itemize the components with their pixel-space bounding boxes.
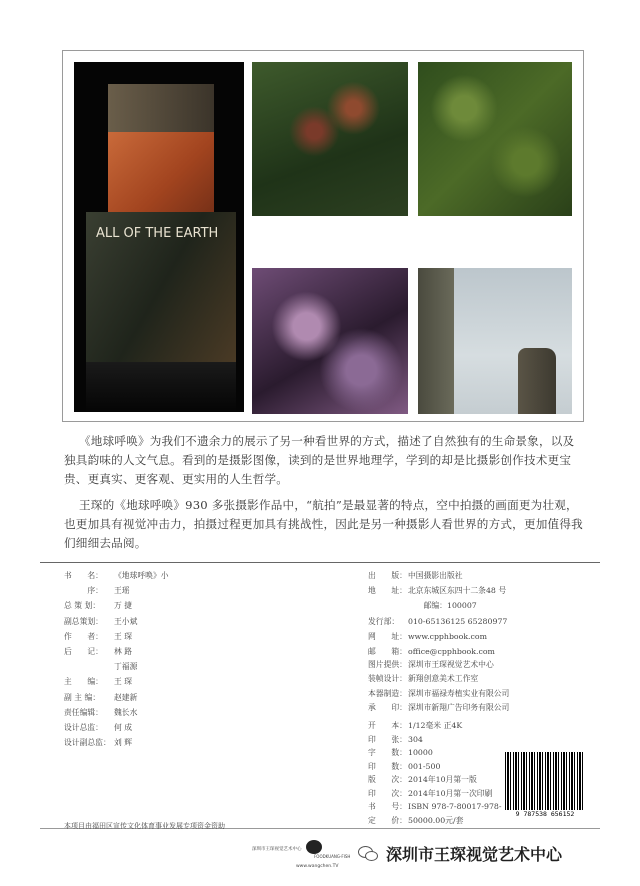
row-label: 图片提供： xyxy=(368,660,407,669)
row-label: 设计副总监： xyxy=(64,738,111,748)
row-label: 发行部： xyxy=(368,616,400,626)
row-label: 网 址： xyxy=(368,631,407,641)
row-label: 字 数： xyxy=(368,748,407,757)
row-label: 作 者： xyxy=(64,631,103,641)
row-value: 赵建新 xyxy=(114,692,138,702)
row-label: 副总策划： xyxy=(64,616,103,626)
row-value: 万 捷 xyxy=(114,601,133,611)
credits-right-row xyxy=(368,616,507,627)
row-label: 印 次： xyxy=(368,788,407,798)
forest-aerial-photo xyxy=(418,62,572,216)
logo-url: www.wangchen.TV xyxy=(296,864,339,869)
row-label: 主 编： xyxy=(64,677,103,687)
row-label: 本器制造： xyxy=(368,688,407,698)
row-value: 王小斌 xyxy=(114,616,138,626)
misty-rocks-photo xyxy=(418,268,572,414)
credits-left-row xyxy=(64,570,169,581)
row-value: 王 琛 xyxy=(114,631,133,641)
row-value: 林 路 xyxy=(114,647,133,656)
row-value: ISBN 978-7-80017-978- xyxy=(408,802,502,811)
row-value: 《地球呼唤》小 xyxy=(114,571,169,580)
specs-row xyxy=(368,747,433,758)
row-value: 魏长水 xyxy=(114,707,138,717)
row-label: 版 次： xyxy=(368,775,407,784)
row-label: 出 版： xyxy=(368,571,407,580)
credits-left-row xyxy=(64,585,130,596)
description-paragraph-2: 王琛的《地球呼唤》930 多张摄影作品中，“航拍”是最显著的特点，空中拍摄的画面更为壮观，也更加具有视觉冲击力，拍摄过程更加具有挑战性，因此是另一种摄影人看世界的方式，更加值得我们细细去品阅。 xyxy=(64,498,583,550)
row-label: 承 印： xyxy=(368,703,407,713)
row-label: 序： xyxy=(64,586,103,596)
row-label: 装帧设计： xyxy=(368,674,407,684)
row-value: 丁福源 xyxy=(114,662,138,672)
credits-left-row xyxy=(64,646,132,657)
row-value: 50000.00元/套 xyxy=(408,815,464,825)
row-value: 2014年10月第一次印刷 xyxy=(408,788,493,798)
row-value: 001-500 xyxy=(408,761,441,771)
credits-left-row xyxy=(64,600,132,611)
row-value: 深圳市福禄寿植实业有限公司 xyxy=(408,688,510,698)
row-value: 王瑶 xyxy=(114,586,130,596)
credits-left-row xyxy=(64,676,132,687)
rock-pillar xyxy=(518,348,556,414)
production-row xyxy=(368,702,509,713)
credits-right-row xyxy=(368,600,477,611)
production-row xyxy=(368,673,478,684)
credits-left-row xyxy=(64,616,137,627)
row-value: 10000 xyxy=(408,748,433,757)
row-label: 副 主 编： xyxy=(64,692,101,702)
credits-left-row xyxy=(64,661,137,672)
row-value: 深圳市王琛视觉艺术中心 xyxy=(408,660,494,669)
specs-row xyxy=(368,761,440,772)
specs-row xyxy=(368,774,477,785)
row-value: 1/12毫米 正4K xyxy=(408,721,463,730)
specs-row xyxy=(368,788,492,799)
production-row xyxy=(368,659,494,670)
credits-right-row xyxy=(368,570,463,581)
row-value: 邮编：100007 xyxy=(408,601,477,611)
row-label: 地 址： xyxy=(368,586,407,596)
funding-note: 本项目由福田区宣传文化体育事业发展专项资金资助 xyxy=(64,822,225,830)
cube-reflection xyxy=(86,362,236,412)
book-cube-photo xyxy=(74,62,244,412)
row-value: 北京东城区东四十二条48 号 xyxy=(408,586,507,596)
specs-row xyxy=(368,801,502,812)
credits-right-row xyxy=(368,646,495,657)
logo-mark-text: FOODKUANG-FISH xyxy=(314,854,351,859)
row-label: 后 记： xyxy=(64,647,103,656)
credits-right-row xyxy=(368,585,506,596)
flowering-tree-photo xyxy=(252,62,408,216)
fish-logo-icon xyxy=(306,840,322,854)
row-value: 304 xyxy=(408,734,423,744)
row-label: 设计总监： xyxy=(64,723,103,732)
row-label: 书 名： xyxy=(64,571,103,580)
row-label: 总 策 划： xyxy=(64,601,101,611)
row-value: 王 琛 xyxy=(114,677,133,687)
publisher-logos xyxy=(252,838,352,878)
isbn-barcode xyxy=(505,752,585,814)
credits-left-row xyxy=(64,631,132,642)
watermark-text: 深圳市王琛视觉艺术中心 xyxy=(386,844,563,864)
row-label: 开 本： xyxy=(368,721,407,730)
row-label: 定 价： xyxy=(368,815,407,825)
row-value: 010-65136125 65280977 xyxy=(408,616,508,626)
row-value: 2014年10月第一版 xyxy=(408,775,477,784)
divider-top xyxy=(40,562,600,563)
specs-row xyxy=(368,815,463,826)
row-label: 印 张： xyxy=(368,734,407,744)
row-value: 深圳市新翔广告印务有限公司 xyxy=(408,703,510,713)
wechat-watermark xyxy=(358,838,562,868)
description-paragraph-1: 《地球呼唤》为我们不遗余力的展示了另一种看世界的方式，描述了自然独有的生命景象，以及独具韵味的人文气息。看到的是摄影图像，读到的是世界地理学，学到的却是比摄影创作技术更宝贵、更真实、更客观、更实用的人生哲学。 xyxy=(64,434,575,486)
credits-left-row xyxy=(64,722,132,733)
row-label: 邮 箱： xyxy=(368,647,407,656)
row-label: 印 数： xyxy=(368,761,407,771)
row-label: 书 号： xyxy=(368,802,407,811)
credits-left-row xyxy=(64,707,137,718)
barcode-number: 9 787538 656152 xyxy=(503,810,587,820)
cube-top-face xyxy=(108,84,214,132)
row-label: 责任编辑： xyxy=(64,707,103,717)
row-value: www.cpphbook.com xyxy=(408,631,487,641)
rock-left xyxy=(418,268,454,414)
logo-left-text: 深圳市王琛视觉艺术中心 xyxy=(252,847,302,852)
wechat-icon xyxy=(358,844,380,862)
credits-left-row xyxy=(64,737,132,748)
specs-row xyxy=(368,720,462,731)
row-value: 新翔创意美术工作室 xyxy=(408,674,479,684)
production-row xyxy=(368,688,509,699)
cube-title-text: ALL OF THE EARTH xyxy=(96,226,219,241)
row-value: 刘 辉 xyxy=(114,738,133,748)
credits-left-row xyxy=(64,692,137,703)
row-value: office@cpphbook.com xyxy=(408,647,495,656)
row-value: 何 成 xyxy=(114,723,133,732)
specs-row xyxy=(368,734,423,745)
row-value: 中国摄影出版社 xyxy=(408,571,463,580)
purple-tree-photo xyxy=(252,268,408,414)
credits-right-row xyxy=(368,631,487,642)
